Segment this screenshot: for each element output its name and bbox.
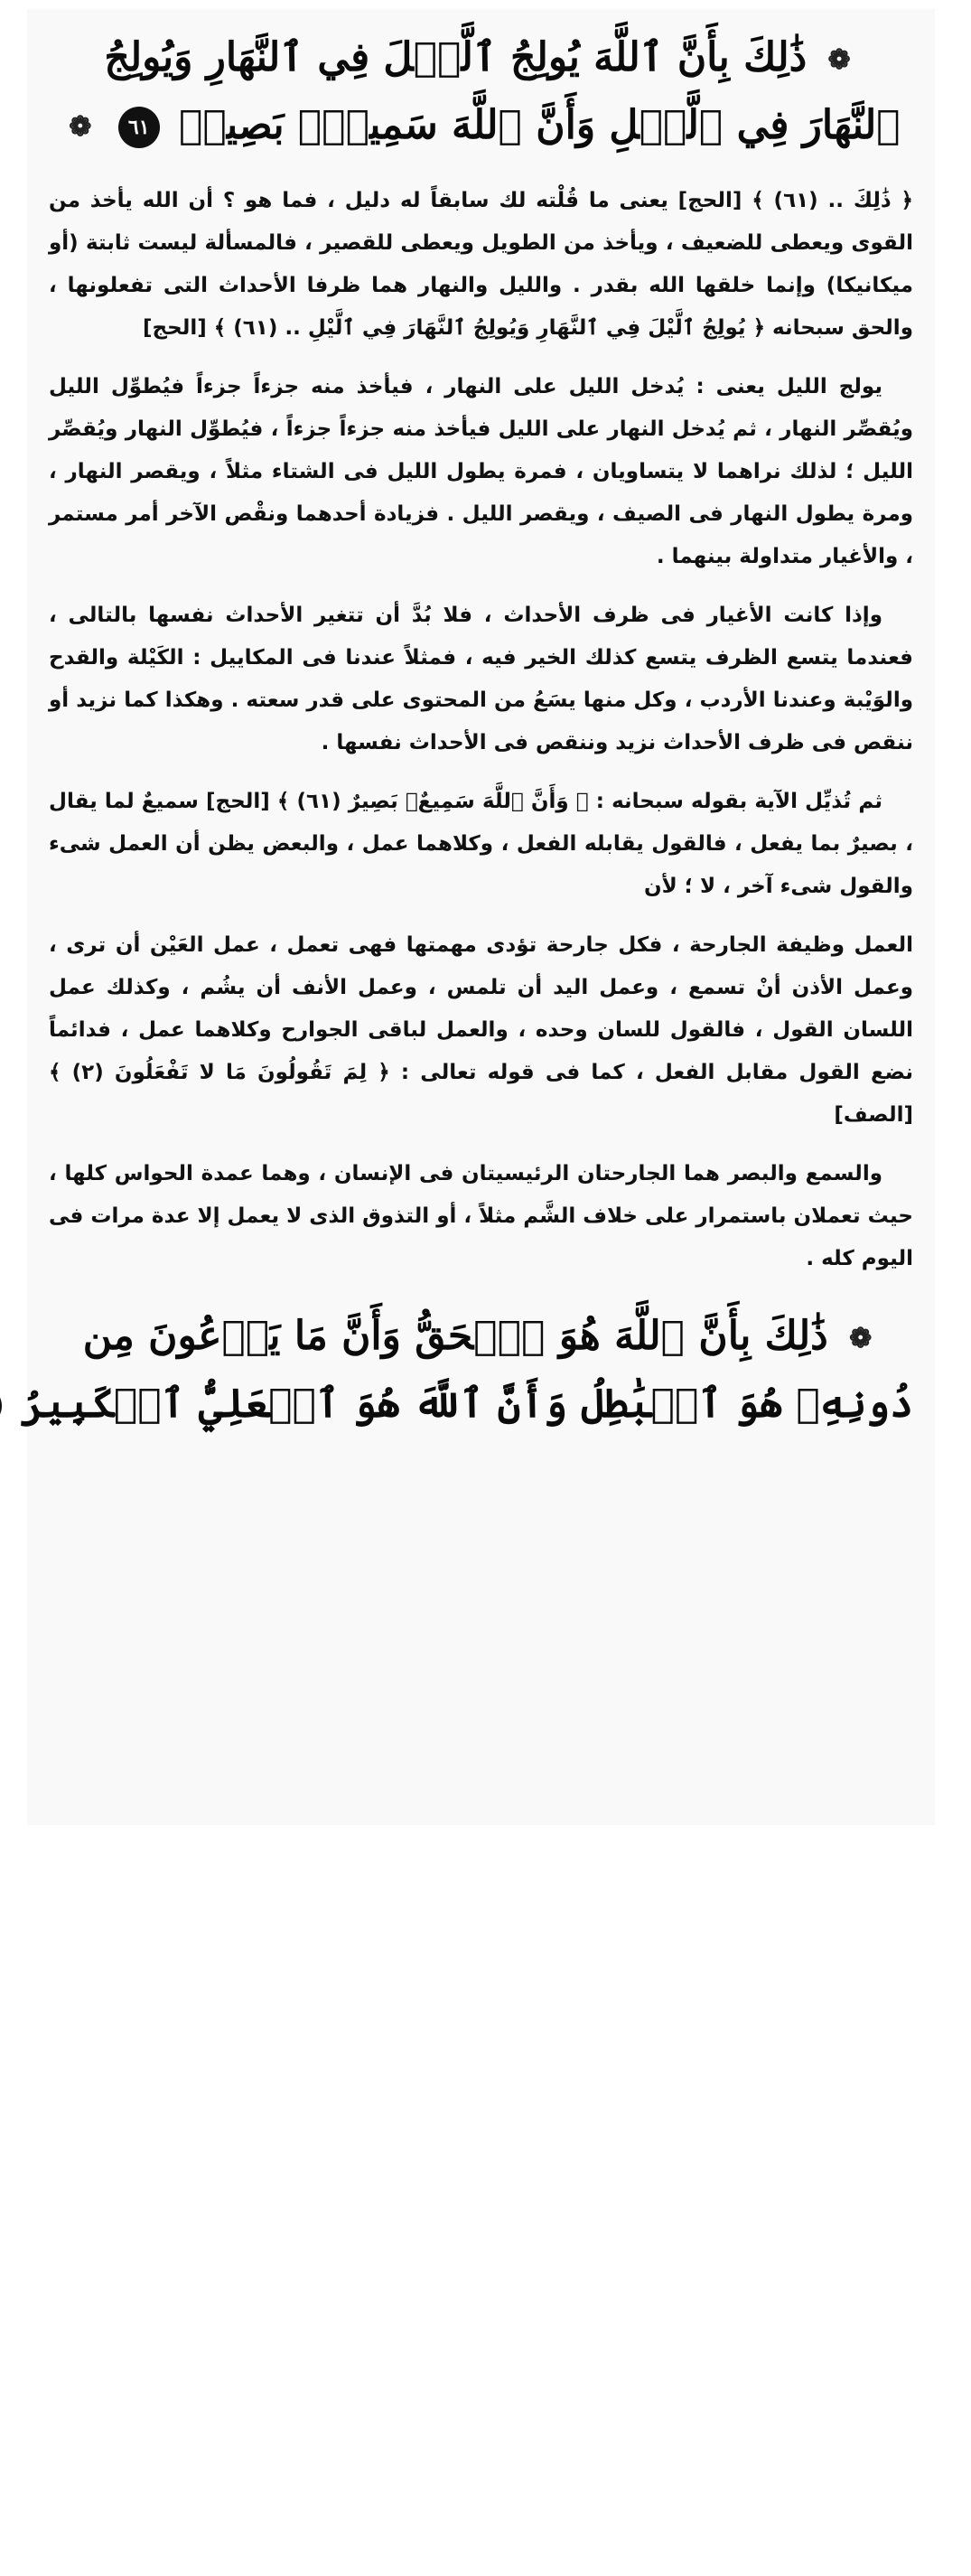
ayah-number-badge: ٦١ (118, 107, 160, 148)
verse-top-line-2 (49, 93, 913, 161)
paragraph-1: ﴿ ذَٰلِكَ .. (٦١) ﴾ [الحج] يعنى ما قُلْته لك سابقاً له دليل ، فما هو ؟ أن الله يأخذ من القوى ويعطى للضعيف ، ويأخذ من الطويل ويعطى للقصير ، فالمسألة ليست ثابتة (أو ميكانيكا) وإنما خلقها الله بقدر . والليل والنهار هما ظرفا الأحداث التى تفعلونها ، والحق سبحانه ﴿ يُولِجُ ٱلَّيْلَ فِي ٱلنَّهَارِ وَيُولِجُ ٱلنَّهَارَ فِي ٱلَّيْلِ .. (٦١) ﴾ [الحج] (49, 189, 913, 340)
verse-bottom-line-2 (20, 1372, 913, 1439)
paragraph-2: يولج الليل يعنى : يُدخل الليل على النهار ، فيأخذ منه جزءاً جزءاً فيُطوِّل الليل ويُقصِّر النهار ، ثم يُدخل النهار على الليل فيأخذ منه جزءاً جزءاً ، فيُطوِّل النهار ويُقصِّر الليل ؛ لذلك نراهما لا يتساويان ، فمرة يطول الليل فى الشتاء مثلاً ، ويقصر النهار ، ومرة يطول النهار فى الصيف ، ويقصر الليل . فزيادة أحدهما ونقْص الآخر أمر مستمر ، والأغيار متداولة بينهما . (49, 375, 913, 568)
verse-bottom-text-1: ذَٰلِكَ بِأَنَّ ٱللَّهَ هُوَ ٱلۡحَقُّ وَأَنَّ مَا يَدۡعُونَ مِن (82, 1313, 828, 1359)
paragraph-6: والسمع والبصر هما الجارحتان الرئيسيتان فى الإنسان ، وهما عمدة الحواس كلها ، حيث تعملان باستمرار على خلاف الشَّم مثلاً ، أو التذوق الذى لا يعمل إلا عدة مرات فى اليوم كله . (49, 1162, 913, 1270)
verse-top (49, 25, 913, 160)
ornament-icon: ❁ (827, 43, 851, 76)
verse-top-text-2: ٱلنَّهَارَ فِي ٱلَّيۡلِ وَأَنَّ ٱللَّهَ سَمِيعُۢ بَصِيرٞ (179, 101, 901, 148)
ayah-number-badge (0, 1385, 2, 1427)
paragraph-4: ثم تُذيِّل الآية بقوله سبحانه : ﴿ وَأَنَّ ٱللَّهَ سَمِيعٌۢ بَصِيرٌ (٦١) ﴾ [الحج] سميعٌ لما يقال ، بصيرٌ بما يفعل ، فالقول يقابله الفعل ، وكلاهما عمل ، والبعض يظن أن العمل شىء والقول شىء آخر ، لا ؛ لأن (49, 790, 913, 898)
verse-top-line-1 (49, 25, 913, 93)
paragraph-3: وإذا كانت الأغيار فى ظرف الأحداث ، فلا بُدَّ أن تتغير الأحداث نفسها بالتالى ، فعندما يتسع الظرف يتسع كذلك الخير فيه ، فمثلاً عندنا فى المكاييل : الكَيْلة والقدح والوَيْبة وعندنا الأردب ، وكل منها يسَعُ من المحتوى على قدر سعته . وهكذا كما نزيد أو ننقص فى ظرف الأحداث نزيد وننقص فى الأحداث نفسها . (49, 604, 913, 754)
paragraph-5: العمل وظيفة الجارحة ، فكل جارحة تؤدى مهمتها فهى تعمل ، عمل العَيْن أن ترى ، وعمل الأذن أنْ تسمع ، وعمل اليد أن تلمس ، وعمل الأنف أن يشُم ، وكذلك عمل اللسان القول ، فالقول للسان وحده ، والعمل لباقى الجوارح وكلاهما عمل ، فدائماً نضع القول مقابل الفعل ، كما فى قوله تعالى : ﴿ لِمَ تَقُولُونَ مَا لا تَفْعَلُونَ (٢) ﴾ [الصف] (49, 933, 913, 1127)
ornament-icon: ❁ (69, 111, 92, 143)
verse-bottom-line-1 (49, 1304, 913, 1372)
verse-bottom (20, 1304, 913, 1438)
book-page (20, 9, 935, 1825)
verse-bottom-text-2: دُونِهِۦ هُوَ ٱلۡبَٰطِلُ وَأَنَّ ٱللَّهَ هُوَ ٱلۡعَلِيُّ ٱلۡكَبِيرُ (20, 1380, 913, 1427)
verse-top-text-1: ذَٰلِكَ بِأَنَّ ٱللَّهَ يُولِجُ ٱلَّيۡلَ فِي ٱلنَّهَارِ وَيُولِجُ (104, 34, 808, 80)
ornament-icon: ❁ (849, 1322, 873, 1354)
